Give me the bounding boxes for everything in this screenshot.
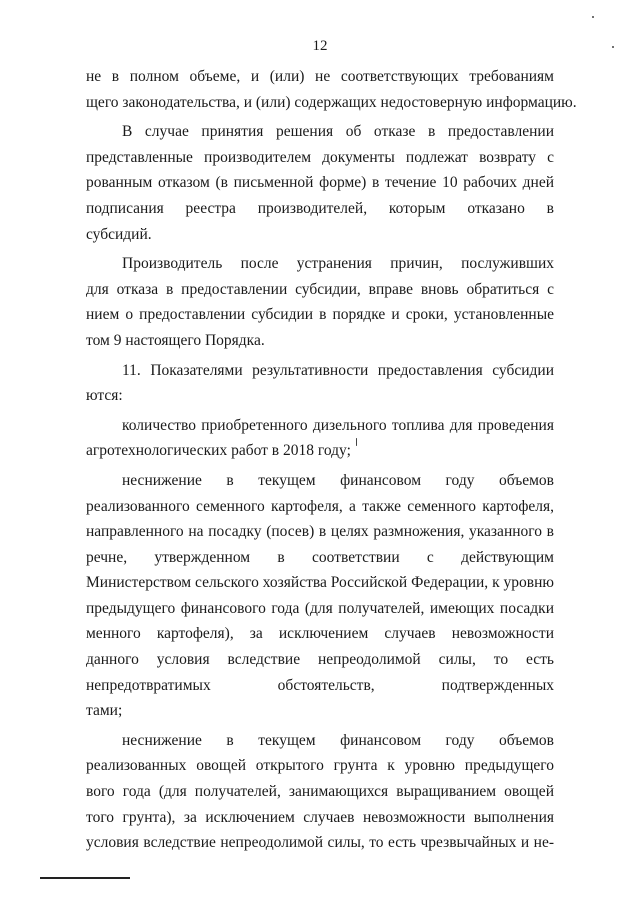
text-line: условия вследствие непреодолимой силы, то есть чрезвычайных и не-: [86, 834, 554, 852]
text-line: тами;: [86, 702, 123, 720]
scan-speck: [612, 46, 614, 48]
text-line: непредотвратимых обстоятельств, подтвержденных: [86, 676, 554, 694]
text-line: 11. Показателями результативности предоставления субсидии: [122, 361, 554, 379]
paragraph-seed-potato: [86, 468, 554, 724]
text-line: менного картофеля), за исключением случаев невозможности: [86, 625, 554, 643]
text-line: данного условия вследствие непреодолимой силы, то есть: [86, 651, 554, 669]
text-line: агротехнологических работ в 2018 году;: [86, 442, 351, 460]
paragraph-vegetables: [86, 728, 554, 856]
text-line: нием о предоставлении субсидии в порядке и сроки, установленные: [86, 306, 554, 324]
text-line: речне, утвержденном в соответствии с действующим: [86, 548, 554, 566]
page-number: 12: [312, 38, 328, 54]
text-line: ются:: [86, 387, 123, 405]
paragraph-reapply: [86, 251, 554, 353]
text-line: предыдущего финансового года (для получателей, имеющих посадки: [86, 599, 554, 617]
paragraph-item-11: [86, 358, 554, 409]
text-line: субсидий.: [86, 225, 152, 243]
text-line: рованным отказом (в письменной форме) в течение 10 рабочих дней: [86, 174, 554, 192]
text-line: того грунта), за исключением случаев невозможности выполнения: [86, 808, 554, 826]
text-line: не в полном объеме, и (или) не соответствующих требованиям: [86, 68, 554, 85]
paragraph-refusal: [86, 119, 554, 247]
text-line: Производитель после устранения причин, послуживших: [122, 255, 554, 273]
text-line: для отказа в предоставлении субсидии, вправе вновь обратиться с: [86, 280, 554, 298]
text-line: том 9 настоящего Порядка.: [86, 331, 265, 349]
text-line: количество приобретенного дизельного топлива для проведения: [122, 416, 554, 434]
text-line: щего законодательства, и (или) содержащих недостоверную информацию.: [86, 93, 577, 111]
text-line: подписания реестра производителей, которым отказано в: [86, 199, 554, 217]
text-line: реализованных овощей открытого грунта к уровню предыдущего: [86, 757, 554, 775]
text-line: неснижение в текущем финансовом году объемов: [122, 471, 554, 489]
document-body: [86, 64, 577, 856]
text-line: вого года (для получателей, занимающихся выращиванием овощей: [86, 783, 554, 801]
text-line: Министерством сельского хозяйства Российской Федерации, к уровню: [86, 574, 554, 592]
paragraph-continuation: [86, 64, 577, 115]
text-line: В случае принятия решения об отказе в предоставлении: [122, 123, 554, 141]
paragraph-diesel-fuel: [86, 413, 554, 464]
footnote-rule: [40, 877, 130, 879]
text-line: неснижение в текущем финансовом году объемов: [122, 731, 554, 749]
scan-speck: [356, 438, 357, 446]
text-line: представленные производителем документы подлежат возврату с: [86, 148, 554, 166]
scan-speck: [592, 16, 594, 18]
text-line: направленного на посадку (посев) в целях размножения, указанного в: [86, 523, 554, 541]
text-line: реализованного семенного картофеля, а также семенного картофеля,: [86, 497, 554, 515]
